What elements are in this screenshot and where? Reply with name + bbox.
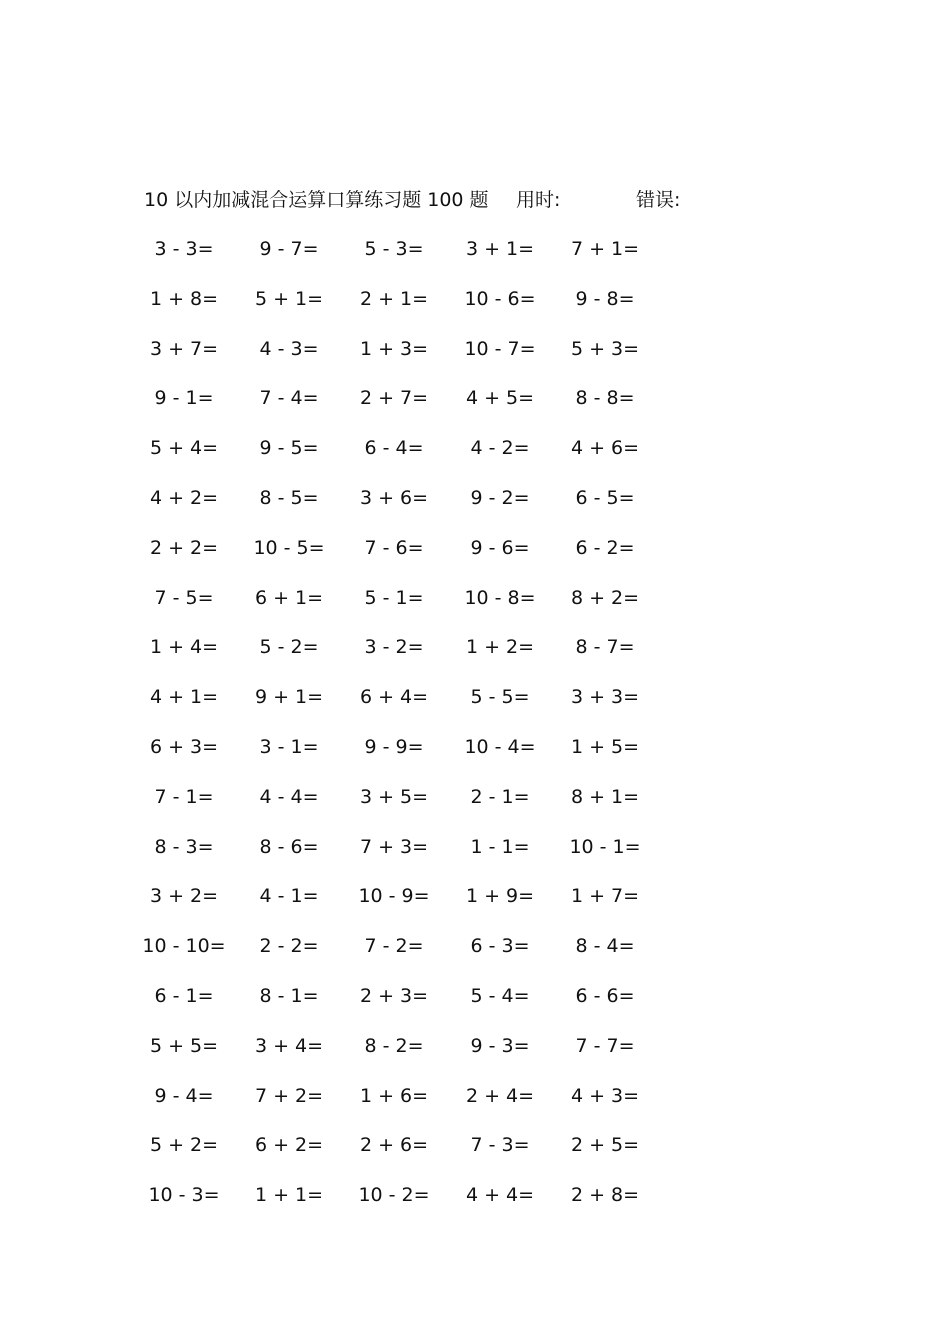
arithmetic-problem: 9 - 6= bbox=[470, 536, 530, 559]
arithmetic-problem: 7 + 3= bbox=[359, 835, 429, 858]
arithmetic-problem: 3 + 2= bbox=[149, 885, 219, 908]
arithmetic-problem: 6 - 6= bbox=[575, 985, 635, 1007]
arithmetic-problem: 7 - 2= bbox=[364, 935, 424, 958]
arithmetic-problem: 4 - 4= bbox=[259, 785, 319, 808]
arithmetic-problem: 5 + 2= bbox=[149, 1134, 219, 1157]
arithmetic-problem: 10 - 9= bbox=[358, 885, 430, 908]
arithmetic-problem: 1 + 5= bbox=[570, 736, 640, 758]
arithmetic-problem: 3 + 3= bbox=[570, 686, 640, 709]
arithmetic-problem: 6 - 5= bbox=[575, 487, 635, 509]
errors-label: 错误: bbox=[636, 189, 681, 211]
arithmetic-problem: 10 - 2= bbox=[358, 1184, 430, 1207]
arithmetic-problem: 5 - 3= bbox=[364, 238, 424, 260]
arithmetic-problem: 8 - 7= bbox=[575, 636, 635, 659]
arithmetic-problem: 5 - 1= bbox=[364, 586, 424, 609]
arithmetic-problem: 1 + 4= bbox=[149, 636, 219, 659]
arithmetic-problem: 7 - 5= bbox=[154, 586, 214, 609]
arithmetic-problem: 1 + 2= bbox=[465, 636, 535, 659]
arithmetic-problem: 10 - 3= bbox=[148, 1184, 220, 1207]
arithmetic-problem: 8 - 1= bbox=[259, 985, 319, 1007]
arithmetic-problem: 2 + 4= bbox=[465, 1084, 535, 1107]
problem-row bbox=[0, 633, 950, 661]
arithmetic-problem: 7 - 6= bbox=[364, 536, 424, 559]
arithmetic-problem: 3 + 4= bbox=[254, 1034, 324, 1057]
arithmetic-problem: 1 + 7= bbox=[570, 885, 640, 908]
problem-row bbox=[0, 1181, 950, 1209]
problem-row bbox=[0, 932, 950, 960]
arithmetic-problem: 4 - 3= bbox=[259, 337, 319, 360]
arithmetic-problem: 6 - 1= bbox=[154, 985, 214, 1007]
arithmetic-problem: 8 + 1= bbox=[570, 785, 640, 808]
arithmetic-problem: 7 - 4= bbox=[259, 387, 319, 410]
problem-row bbox=[0, 285, 950, 313]
arithmetic-problem: 7 - 1= bbox=[154, 785, 214, 808]
problem-row bbox=[0, 982, 950, 1010]
arithmetic-problem: 2 + 2= bbox=[149, 536, 219, 559]
arithmetic-problem: 2 + 6= bbox=[359, 1134, 429, 1157]
arithmetic-problem: 3 - 2= bbox=[364, 636, 424, 659]
arithmetic-problem: 10 - 1= bbox=[569, 835, 641, 858]
arithmetic-problem: 9 - 5= bbox=[259, 437, 319, 460]
arithmetic-problem: 9 - 7= bbox=[259, 238, 319, 260]
arithmetic-problem: 8 - 3= bbox=[154, 835, 214, 858]
arithmetic-problem: 5 + 1= bbox=[254, 287, 324, 310]
arithmetic-problem: 8 + 2= bbox=[570, 586, 640, 609]
worksheet-title: 10 以内加减混合运算口算练习题 100 题 bbox=[144, 189, 489, 211]
arithmetic-problem: 4 - 2= bbox=[470, 437, 530, 460]
arithmetic-problem: 7 - 7= bbox=[575, 1034, 635, 1057]
arithmetic-problem: 2 - 1= bbox=[470, 785, 530, 808]
arithmetic-problem: 6 + 3= bbox=[149, 736, 219, 758]
arithmetic-problem: 7 + 1= bbox=[570, 238, 640, 260]
arithmetic-problem: 10 - 5= bbox=[253, 536, 325, 559]
arithmetic-problem: 5 - 4= bbox=[470, 985, 530, 1007]
problem-row bbox=[0, 1082, 950, 1110]
problem-row bbox=[0, 1032, 950, 1060]
arithmetic-problem: 5 + 5= bbox=[149, 1034, 219, 1057]
arithmetic-problem: 3 - 1= bbox=[259, 736, 319, 758]
arithmetic-problem: 1 + 6= bbox=[359, 1084, 429, 1107]
arithmetic-problem: 9 - 3= bbox=[470, 1034, 530, 1057]
arithmetic-problem: 1 + 1= bbox=[254, 1184, 324, 1207]
arithmetic-problem: 6 + 4= bbox=[359, 686, 429, 709]
arithmetic-problem: 5 - 5= bbox=[470, 686, 530, 709]
arithmetic-problem: 7 - 3= bbox=[470, 1134, 530, 1157]
arithmetic-problem: 4 + 1= bbox=[149, 686, 219, 709]
arithmetic-problem: 10 - 8= bbox=[464, 586, 536, 609]
problem-row bbox=[0, 384, 950, 412]
arithmetic-problem: 9 - 1= bbox=[154, 387, 214, 410]
arithmetic-problem: 6 + 1= bbox=[254, 586, 324, 609]
arithmetic-problem: 4 - 1= bbox=[259, 885, 319, 908]
arithmetic-problem: 9 - 8= bbox=[575, 287, 635, 310]
arithmetic-problem: 3 + 5= bbox=[359, 785, 429, 808]
arithmetic-problem: 9 - 2= bbox=[470, 487, 530, 509]
time-used-label: 用时: bbox=[516, 189, 561, 211]
arithmetic-problem: 3 - 3= bbox=[154, 238, 214, 260]
problem-row bbox=[0, 534, 950, 562]
problem-row bbox=[0, 1131, 950, 1159]
arithmetic-problem: 6 - 2= bbox=[575, 536, 635, 559]
arithmetic-problem: 8 - 8= bbox=[575, 387, 635, 410]
arithmetic-problem: 10 - 6= bbox=[464, 287, 536, 310]
arithmetic-problem: 4 + 2= bbox=[149, 487, 219, 509]
problem-row bbox=[0, 783, 950, 811]
arithmetic-problem: 2 + 3= bbox=[359, 985, 429, 1007]
arithmetic-problem: 8 - 5= bbox=[259, 487, 319, 509]
arithmetic-problem: 3 + 1= bbox=[465, 238, 535, 260]
problem-row bbox=[0, 833, 950, 861]
arithmetic-problem: 5 + 3= bbox=[570, 337, 640, 360]
arithmetic-problem: 2 + 8= bbox=[570, 1184, 640, 1207]
arithmetic-problem: 6 - 3= bbox=[470, 935, 530, 958]
arithmetic-problem: 2 - 2= bbox=[259, 935, 319, 958]
arithmetic-problem: 2 + 5= bbox=[570, 1134, 640, 1157]
arithmetic-problem: 7 + 2= bbox=[254, 1084, 324, 1107]
arithmetic-problem: 1 - 1= bbox=[470, 835, 530, 858]
problem-row bbox=[0, 882, 950, 910]
arithmetic-problem: 4 + 4= bbox=[465, 1184, 535, 1207]
arithmetic-problem: 4 + 3= bbox=[570, 1084, 640, 1107]
arithmetic-problem: 9 - 4= bbox=[154, 1084, 214, 1107]
arithmetic-problem: 3 + 6= bbox=[359, 487, 429, 509]
problem-row bbox=[0, 335, 950, 363]
arithmetic-problem: 2 + 1= bbox=[359, 287, 429, 310]
arithmetic-problem: 10 - 7= bbox=[464, 337, 536, 360]
arithmetic-problem: 1 + 9= bbox=[465, 885, 535, 908]
arithmetic-problem: 5 - 2= bbox=[259, 636, 319, 659]
arithmetic-problem: 10 - 10= bbox=[142, 935, 226, 958]
arithmetic-problem: 8 - 2= bbox=[364, 1034, 424, 1057]
arithmetic-problem: 9 + 1= bbox=[254, 686, 324, 709]
problem-row bbox=[0, 584, 950, 612]
arithmetic-problem: 4 + 5= bbox=[465, 387, 535, 410]
arithmetic-problem: 3 + 7= bbox=[149, 337, 219, 360]
arithmetic-problem: 5 + 4= bbox=[149, 437, 219, 460]
arithmetic-problem: 1 + 8= bbox=[149, 287, 219, 310]
arithmetic-problem: 6 - 4= bbox=[364, 437, 424, 460]
arithmetic-problem: 6 + 2= bbox=[254, 1134, 324, 1157]
arithmetic-problem: 1 + 3= bbox=[359, 337, 429, 360]
arithmetic-problem: 9 - 9= bbox=[364, 736, 424, 758]
arithmetic-problem: 10 - 4= bbox=[464, 736, 536, 758]
problem-row bbox=[0, 733, 950, 761]
arithmetic-problem: 4 + 6= bbox=[570, 437, 640, 460]
problem-row bbox=[0, 484, 950, 512]
arithmetic-problem: 8 - 6= bbox=[259, 835, 319, 858]
arithmetic-problem: 2 + 7= bbox=[359, 387, 429, 410]
problem-row bbox=[0, 235, 950, 263]
arithmetic-problem: 8 - 4= bbox=[575, 935, 635, 958]
problem-row bbox=[0, 434, 950, 462]
problem-row bbox=[0, 683, 950, 711]
